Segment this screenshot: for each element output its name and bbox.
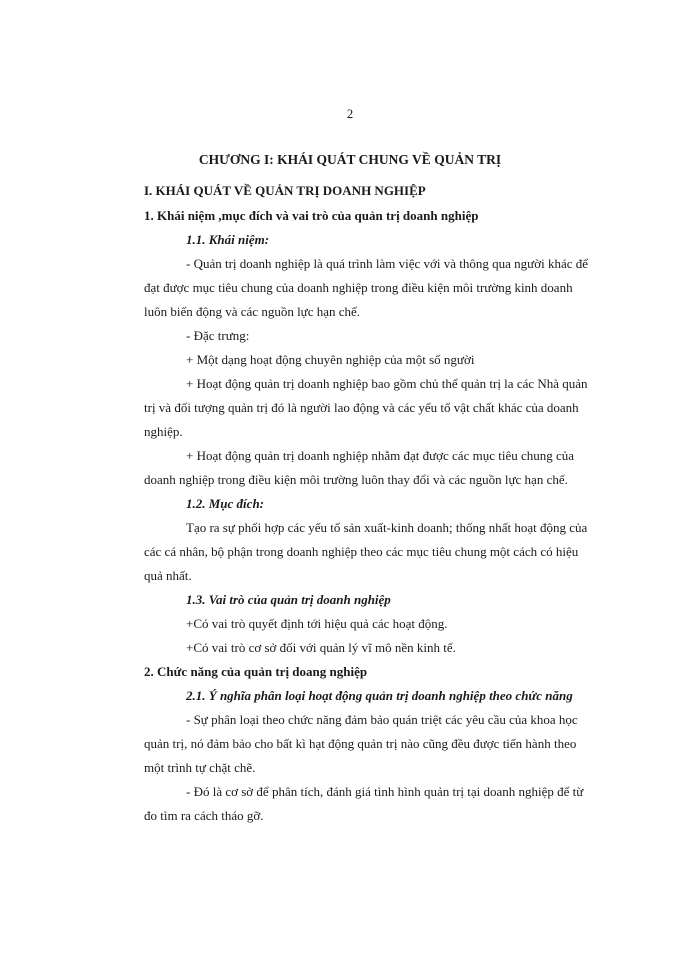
paragraph-line: + Hoạt động quản trị doanh nghiệp nhằm đạt được các mục tiêu chung của: [186, 448, 575, 463]
paragraph-line: đo tìm ra cách tháo gỡ.: [144, 808, 264, 823]
paragraph-line: - Đó là cơ sở để phân tích, đánh giá tình hình quản trị tại doanh nghiệp để từ: [186, 784, 584, 799]
paragraph-line: quản trị, nó đảm bảo cho bất kì hạt động quản trị nào cũng đều được tiến hành theo: [144, 736, 577, 751]
paragraph-line: một trình tự chặt chẽ.: [144, 760, 256, 775]
paragraph-line: các cá nhân, bộ phận trong doanh nghiệp theo các mục tiêu chung một cách có hiệu: [144, 544, 579, 559]
paragraph-line: + Một dạng hoạt động chuyên nghiệp của một số người: [186, 352, 475, 367]
paragraph-line: quả nhất.: [144, 568, 192, 583]
subheading-1-2: 1.2. Mục đích:: [186, 496, 264, 511]
paragraph-line: + Hoạt động quản trị doanh nghiệp bao gồm chủ thể quản trị la các Nhà quản: [186, 376, 588, 391]
subheading-1-3: 1.3. Vai trò của quản trị doanh nghiệp: [186, 592, 391, 607]
subheading-1-1: 1.1. Khái niệm:: [186, 232, 270, 247]
paragraph-line: doanh nghiệp trong điều kiện môi trường luôn thay đổi và các nguồn lực hạn chế.: [144, 472, 568, 487]
subheading-2-1: 2.1. Ý nghĩa phân loại hoạt động quản trị doanh nghiệp theo chức năng: [186, 688, 573, 703]
paragraph-line: - Quản trị doanh nghiệp là quá trình làm việc với và thông qua người khác để: [186, 256, 589, 271]
paragraph-line: nghiệp.: [144, 424, 183, 439]
paragraph-line: trị và đối tượng quản trị đó là người lao động và các yếu tố vật chất khác của doanh: [144, 400, 579, 415]
paragraph-line: Tạo ra sự phối hợp các yếu tố sản xuất-kinh doanh; thống nhất hoạt động của: [186, 520, 588, 535]
section-heading: I. KHÁI QUÁT VỀ QUẢN TRỊ DOANH NGHIỆP: [144, 183, 426, 198]
page-number: 2: [346, 106, 354, 121]
paragraph-line: - Sự phân loại theo chức năng đảm bảo quán triệt các yêu cầu của khoa học: [186, 712, 578, 727]
paragraph-line: - Đặc trưng:: [186, 328, 250, 343]
paragraph-line: đạt được mục tiêu chung của doanh nghiệp trong điều kiện môi trường kinh doanh: [144, 280, 573, 295]
paragraph-line: luôn biến động và các nguồn lực hạn chế.: [144, 304, 361, 319]
subsection-heading: 1. Khái niệm ,mục đích và vai trò của quản trị doanh nghiệp: [144, 208, 479, 223]
subsection-heading: 2. Chức năng của quản trị doang nghiệp: [144, 664, 368, 679]
paragraph-line: +Có vai trò cơ sở đối với quản lý vĩ mô nền kinh tế.: [186, 640, 456, 655]
paragraph-line: +Có vai trò quyết định tới hiệu quả các hoạt động.: [186, 616, 448, 631]
chapter-title: CHƯƠNG I: KHÁI QUÁT CHUNG VỀ QUẢN TRỊ: [198, 152, 502, 167]
